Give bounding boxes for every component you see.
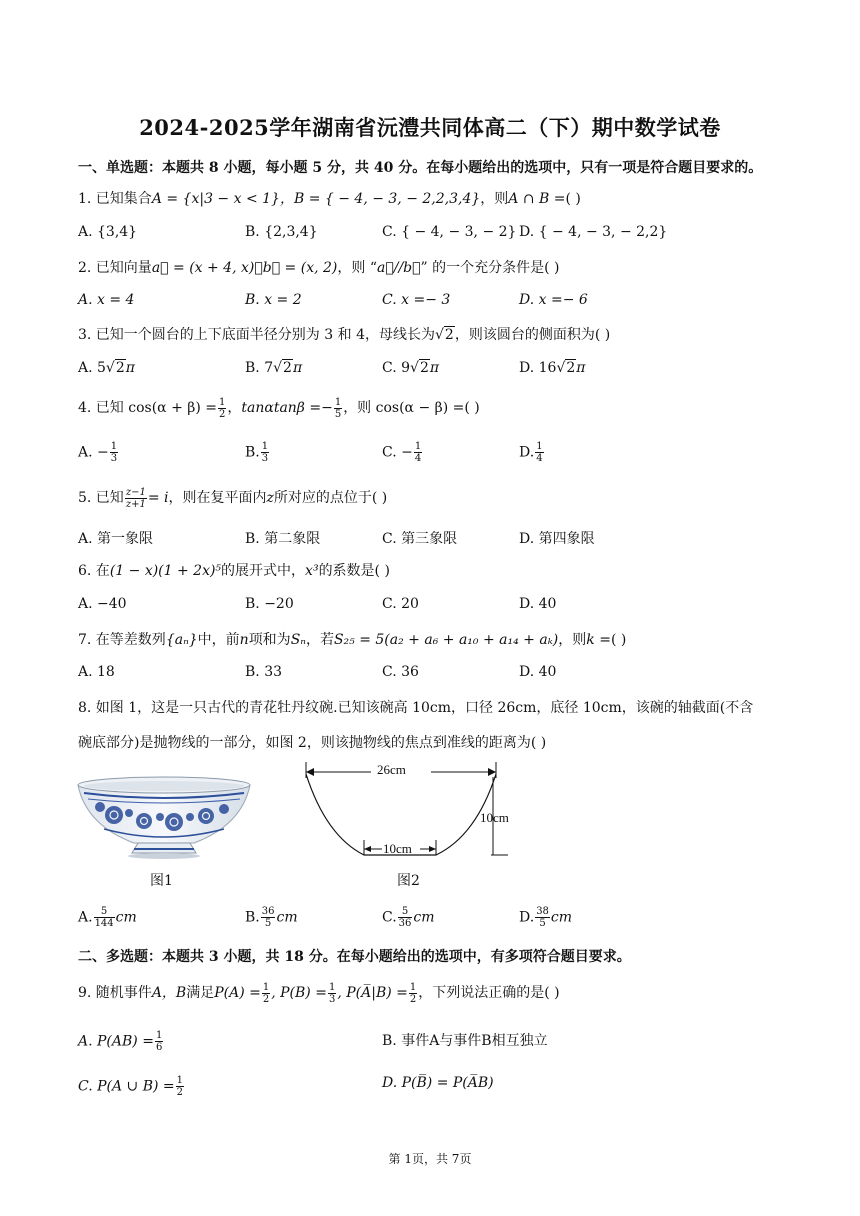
question-2: 2. 已知向量a⃗ = (x + 4, x)，b⃗ = (x, 2)，则 “a⃗//b⃗” 的一个充分条件是( )	[78, 260, 560, 276]
option-d: D. P(B̅) = P(A̅B)	[382, 1075, 494, 1091]
option-c: C. P(A ∪ B) = $\frac{1}{2}$	[78, 1075, 184, 1098]
option-b: B. 事件A与事件B相互独立	[382, 1033, 548, 1049]
option-c: C. x =− 3	[382, 292, 451, 308]
question-4: 4. 已知 cos(α + β) = $\frac{1}{2}$ ，tanαtanβ =− $\frac{1}{5}$ ，则 cos(α − β) =( )	[78, 396, 480, 420]
section-single-choice: 一、单选题：本题共 8 小题，每小题 5 分，共 40 分。在每小题给出的选项中，只有一项是符合题目要求的。	[78, 160, 763, 176]
option-b: B. $\frac{1}{3}$	[245, 441, 269, 464]
option-d: D. 40	[519, 664, 557, 680]
option-b: B. −20	[245, 596, 294, 612]
question-5-options	[78, 528, 788, 552]
option-a: A. −40	[78, 596, 127, 612]
section-multiple-choice: 二、多选题：本题共 3 小题，共 18 分。在每小题给出的选项中，有多项符合题目要求。	[78, 949, 631, 965]
fraction: $\frac{1}{5}$	[334, 396, 342, 420]
question-8-options	[78, 906, 788, 930]
question-3-options	[78, 360, 788, 384]
question-8-line-2: 碗底部分)是抛物线的一部分，如图 2，则该抛物线的焦点到准线的距离为( )	[78, 735, 547, 751]
question-2-options	[78, 292, 788, 316]
question-3: 3. 已知一个圆台的上下底面半径分别为 3 和 4，母线长为√2，则该圆台的侧面积为( )	[78, 327, 611, 343]
question-1-options	[78, 224, 788, 248]
option-d: D. 第四象限	[519, 531, 595, 547]
option-d: D. { − 4, − 3, − 2,2}	[519, 224, 668, 240]
option-c: C. 9√2π	[382, 360, 440, 376]
question-1: 1. 已知集合A = {x|3 − x < 1}，B = { − 4, − 3, − 2,2,3,4}，则A ∩ B =( )	[78, 191, 581, 207]
option-c: C. 36	[382, 664, 419, 680]
option-a: A. 18	[78, 664, 115, 680]
option-a: A. 第一象限	[78, 531, 154, 547]
page-footer: 第 1页，共 7页	[388, 1152, 472, 1166]
option-c: C. { − 4, − 3, − 2}	[382, 224, 517, 240]
question-5: 5. 已知 $\frac{z-1}{z+1}$ = i，则在复平面内z所对应的点位于( )	[78, 486, 388, 510]
option-b: B. x = 2	[245, 292, 302, 308]
option-a: A. P(AB) = $\frac{1}{6}$	[78, 1030, 163, 1053]
question-9: 9. 随机事件A，B满足P(A) = $\frac{1}{2}$ , P(B) = $\frac{1}{3}$ , P(A̅|B) = $\frac{1}{2}$ ，下列说法正确的是( )	[78, 981, 560, 1005]
option-c: C. 第三象限	[382, 531, 458, 547]
option-c: C. 20	[382, 596, 419, 612]
question-4-options	[78, 441, 788, 465]
option-b: B. $\frac{36}{5}$ cm	[245, 906, 298, 929]
option-a: A. $\frac{5}{144}$ cm	[78, 906, 137, 929]
fraction: $\frac{z-1}{z+1}$	[125, 486, 146, 510]
option-b: B. 第二象限	[245, 531, 321, 547]
option-b: B. 33	[245, 664, 283, 680]
dimension-top-label: 26cm	[377, 762, 406, 777]
page-title: 2024-2025学年湖南省沅澧共同体高二（下）期中数学试卷	[139, 115, 721, 140]
dimension-height-label: 10cm	[480, 810, 509, 825]
question-7-options	[78, 664, 788, 688]
option-a: A. {3,4}	[78, 224, 138, 240]
option-d: D. x =− 6	[519, 292, 588, 308]
question-9-options-row-1	[78, 1030, 788, 1054]
question-8-line-1: 8. 如图 1，这是一只古代的青花牡丹纹碗.已知该碗高 10cm，口径 26cm，底径 10cm，该碗的轴截面(不含	[78, 700, 754, 716]
question-7: 7. 在等差数列{aₙ}中，前n项和为Sₙ，若S₂₅ = 5(a₂ + a₆ + a₁₀ + a₁₄ + aₖ)，则k =( )	[78, 632, 627, 648]
option-a: A. − $\frac{1}{3}$	[78, 441, 118, 464]
blue-white-bowl-image	[74, 773, 254, 865]
option-c: C. − $\frac{1}{4}$	[382, 441, 422, 464]
dimension-bottom-label: 10cm	[383, 841, 412, 856]
option-c: C. $\frac{5}{36}$ cm	[382, 906, 435, 929]
question-6: 6. 在(1 − x)(1 + 2x)⁵的展开式中，x³的系数是( )	[78, 563, 390, 579]
option-a: A. 5√2π	[78, 360, 135, 376]
option-b: B. 7√2π	[245, 360, 303, 376]
option-d: D. $\frac{1}{4}$	[519, 441, 543, 464]
option-b: B. {2,3,4}	[245, 224, 318, 240]
question-9-options-row-2	[78, 1075, 788, 1099]
option-d: D. $\frac{38}{5}$ cm	[519, 906, 573, 929]
question-6-options	[78, 596, 788, 620]
fraction: $\frac{1}{2}$	[219, 396, 226, 420]
figure-2-caption: 图2	[397, 873, 420, 889]
option-d: D. 16√2π	[519, 360, 586, 376]
option-a: A. x = 4	[78, 292, 135, 308]
option-d: D. 40	[519, 596, 557, 612]
figure-1-caption: 图1	[150, 873, 173, 889]
